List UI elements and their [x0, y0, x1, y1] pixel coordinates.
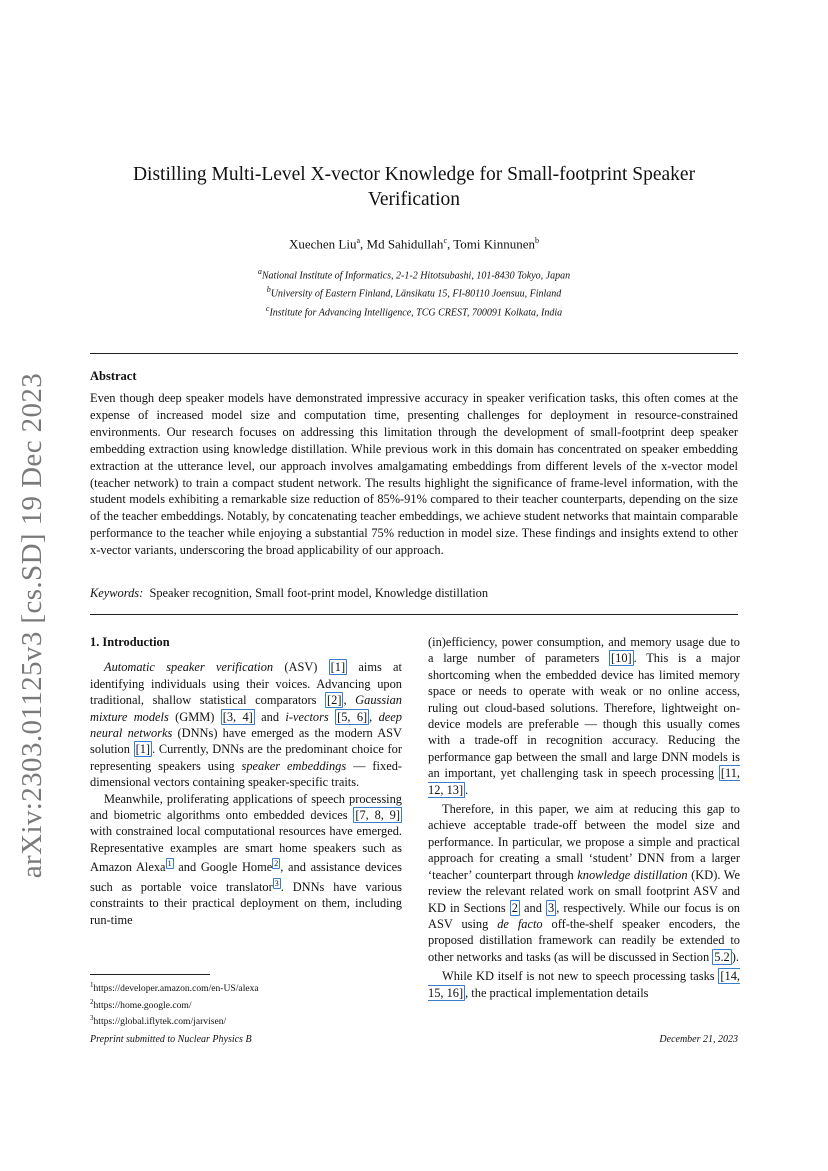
section-link[interactable]: 3: [548, 900, 555, 915]
author-list: Xuechen Liu$^a$, Md Sahidullah$^c$, Tomi Kinnunen$^b$: [288, 236, 540, 252]
footnote-url[interactable]: https://developer.amazon.com/en-US/alexa: [93, 983, 259, 995]
footnote: $^3$https://global.iflytek.com/jarvisen/: [90, 1014, 227, 1028]
affiliation: $^c$Institute for Advancing Intelligence, TCG CREST, 700091 Kolkata, India: [265, 303, 563, 318]
footer-date: December 21, 2023: [659, 1034, 738, 1045]
citation-link[interactable]: [7, 8, 9]: [355, 808, 400, 823]
right-column: [428, 634, 740, 1001]
citation-link[interactable]: [5, 6]: [337, 709, 368, 724]
author-affil-mark: c: [443, 236, 447, 245]
author-name: Tomi Kinnunen: [453, 236, 536, 252]
left-column: [90, 634, 402, 928]
abstract-heading: Abstract: [90, 369, 137, 383]
arxiv-id-text: arXiv:2303.01125v3 [cs.SD] 19 Dec 2023: [16, 372, 49, 878]
author-affil-mark: b: [535, 236, 540, 245]
citation-link[interactable]: [3, 4]: [222, 709, 253, 724]
keywords: [90, 586, 738, 601]
paragraph: While KD itself is not new to speech processing tasks [14, 15, 16] , the practical implementation details: [428, 969, 740, 1000]
citation-link[interactable]: [14, 15, 16]: [428, 969, 740, 1000]
footnote: $^1$https://developer.amazon.com/en-US/alexa: [90, 981, 259, 995]
footnote-link[interactable]: 1: [167, 859, 172, 869]
citation-link[interactable]: [11, 12, 13]: [428, 766, 740, 797]
divider: [90, 353, 738, 354]
section-link[interactable]: 2: [511, 900, 518, 915]
paragraph: (in)efficiency, power consumption, and memory usage due to a large number of parameters [10] . This is a major shortcoming when the embedded device has limited memory space or needs to operate with weak or no online access, ruling out cloud-based solutions. Therefore, lightweight on-device models are preferable — though this usually comes with a trade-off in recognition accuracy. Reducing the performance gap between the small and large DNN models is an important, yet challenging task in speech processing [11, 12, 13] .: [428, 635, 740, 797]
citation-link[interactable]: [10]: [611, 651, 632, 666]
section-link[interactable]: 5.2: [714, 949, 730, 964]
abstract-text: Even though deep speaker models have demonstrated impressive accuracy in speaker verification tasks, this often comes at the expense of increased model size and computation time, presenting challenges for deployment in resource-constrained environments. Our research focuses on addressing this limitation through the development of small-footprint deep speaker embedding extraction using knowledge distillation. While previous work in this domain has concentrated on speaker embedding extraction at the utterance level, our approach involves amalgamating embeddings from different levels of the x-vector model (teacher network) to train a compact student network. The results highlight the significance of frame-level information, with the student models exhibiting a remarkable size reduction of 85%-91% compared to their teacher counterparts, depending on the size of the teacher embeddings. Notably, by concatenating teacher embeddings, we achieve student networks that maintain comparable performance to the teacher while enjoying a substantial 75% reduction in model size. These findings and insights extend to other x-vector variants, underscoring the broad applicability of our approach.: [90, 391, 738, 558]
author-name: Xuechen Liu: [288, 236, 357, 252]
keywords-list: Speaker recognition, Small foot-print model, Knowledge distillation: [149, 586, 489, 600]
author-affil-mark: a: [356, 236, 361, 245]
footnote-url[interactable]: https://global.iflytek.com/jarvisen/: [93, 1016, 227, 1028]
section-heading: 1. Introduction: [90, 635, 170, 649]
arxiv-identifier: [8, 365, 58, 885]
paragraph: Meanwhile, proliferating applications of speech processing and biometric algorithms onto embedded devices [7, 8, 9] with constrained local computational resources have emerged. Representative examples are smart home speakers such as Amazon Alexa $^1$ and Google Home $^2$ , and assistance devices such as portable voice translator $^3$ . DNNs have various constraints to their practical deployment on them, including run-time: [90, 791, 402, 927]
citation-link[interactable]: [1]: [330, 660, 346, 675]
paper-title: Distilling Multi-Level X-vector Knowledge for Small-footprint Speaker Verification: [132, 164, 696, 210]
footnote-divider: [90, 974, 210, 975]
author-name: Md Sahidullah: [366, 236, 444, 252]
affiliation: $^a$National Institute of Informatics, 2-1-2 Hitotsubashi, 101-8430 Tokyo, Japan: [257, 267, 571, 282]
footer-journal: Preprint submitted to Nuclear Physics B: [90, 1034, 252, 1045]
affiliation: $^b$University of Eastern Finland, Länsikatu 15, FI-80110 Joensuu, Finland: [266, 285, 562, 300]
keywords-label: Keywords:: [90, 586, 144, 600]
affiliations: [90, 265, 738, 320]
footnotes: [90, 979, 259, 1029]
paragraph: Therefore, in this paper, we aim at reducing this gap to achieve acceptable trade-off between the model size and performance. In particular, we propose a simple and practical approach for creating a small ‘student’ DNN from a larger ‘teacher’ counterpart through knowledge distillation (KD). We review the relevant related work on small footprint ASV and KD in Sections 2 and 3 , respectively. While our focus is on ASV using de facto off-the-shelf speaker encoders, the proposed distillation framework can readily be extended to other networks and tasks (as will be discussed in Section 5.2 ).: [428, 802, 740, 964]
citation-link[interactable]: [1]: [135, 742, 151, 757]
citation-link[interactable]: [2]: [327, 693, 342, 708]
footnote: $^2$https://home.google.com/: [90, 997, 192, 1011]
footnote-link[interactable]: 2: [274, 859, 279, 869]
paragraph: Automatic speaker verification (ASV) [1] aims at identifying individuals using their voices. Advancing upon traditional, shallow statistical comparators [2] , Gaussian mixture models (GMM) [3, 4] and i-vectors [5, 6] , deep neural networks (DNNs) have emerged as the modern ASV solution [1] . Currently, DNNs are the predominant choice for representing speakers using speaker embeddings — fixed-dimensional vectors containing speaker-specific traits.: [90, 660, 403, 790]
footnote-url[interactable]: https://home.google.com/: [93, 999, 192, 1011]
footnote-link[interactable]: 3: [274, 878, 279, 888]
divider: [90, 614, 738, 615]
